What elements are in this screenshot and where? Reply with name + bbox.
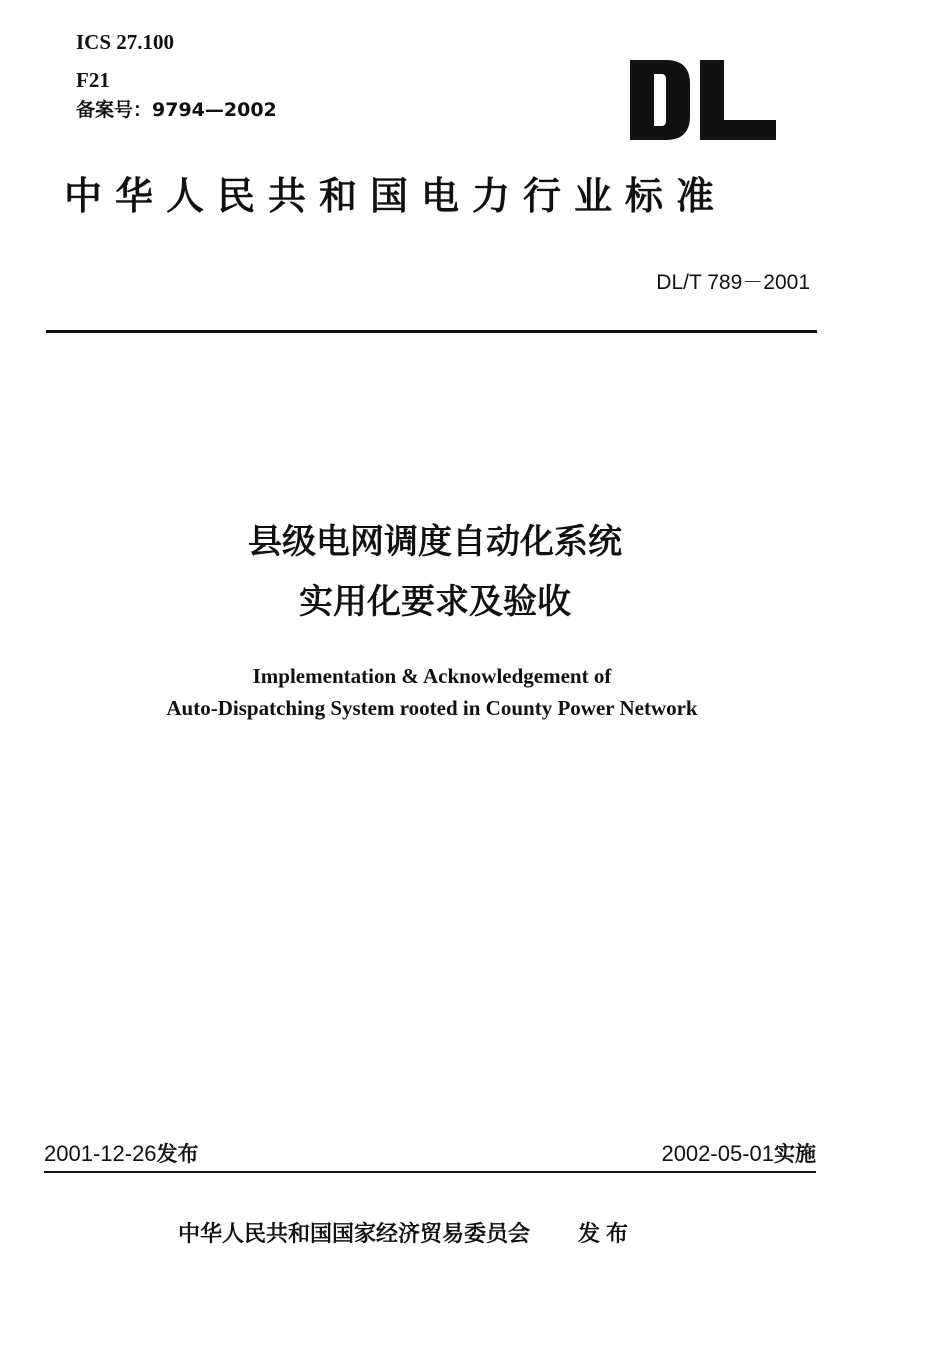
issuing-authority xyxy=(178,1220,634,1250)
issuer-name: 中华人民共和国国家经济贸易委员会 xyxy=(178,1222,531,1247)
english-title-line-2: Auto-Dispatching System rooted in County Power Network xyxy=(166,696,698,720)
english-title-line-1: Implementation & Acknowledgement of xyxy=(252,664,612,688)
chinese-title-line-2: 实用化要求及验收 xyxy=(299,582,571,622)
record-number: 备案号：9794—2002 xyxy=(76,99,277,121)
issue-date-value: 2001-12-26 xyxy=(44,1141,157,1166)
standard-number: DL/T 789－2001 xyxy=(656,271,810,294)
effective-date-value: 2002-05-01 xyxy=(661,1141,774,1166)
industry-standard-title: 中华人民共和国电力行业标准 xyxy=(64,174,728,218)
issuer-action: 发布 xyxy=(578,1222,635,1247)
effective-date-label: 实施 xyxy=(774,1142,816,1166)
dl-logo xyxy=(628,60,778,140)
footer-divider xyxy=(44,1171,816,1173)
header-divider xyxy=(46,330,817,333)
classification-code: F21 xyxy=(76,68,110,92)
effective-date xyxy=(661,1140,816,1168)
issue-date-label: 发布 xyxy=(156,1142,199,1166)
issue-date xyxy=(44,1140,199,1168)
ics-code: ICS 27.100 xyxy=(76,30,175,50)
chinese-title-line-1: 县级电网调度自动化系统 xyxy=(248,522,622,562)
